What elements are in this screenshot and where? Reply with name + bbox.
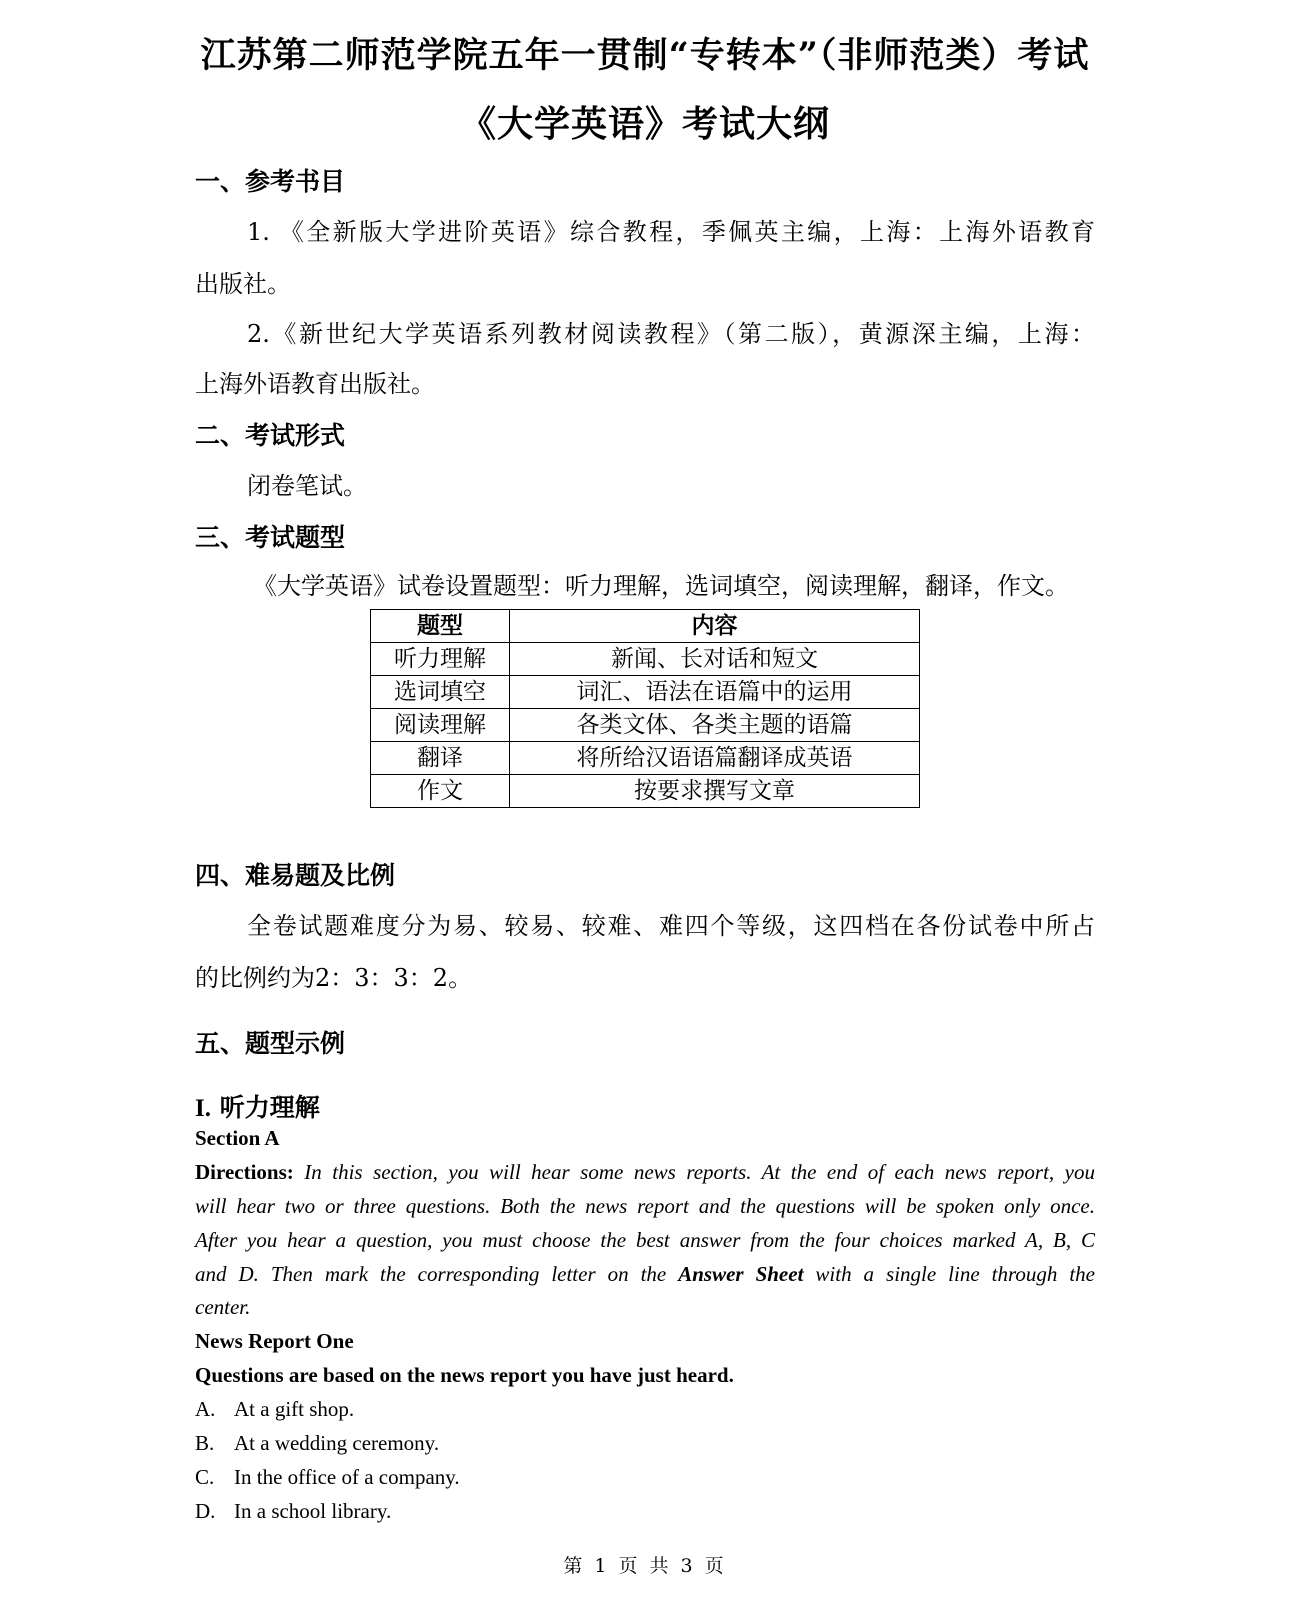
question-types-table: [370, 609, 920, 808]
exam-format-text: 闭卷笔试。: [247, 472, 367, 500]
section-a-label: Section A: [195, 1126, 280, 1150]
difficulty-line2: 的比例约为2：3：3：2。: [195, 964, 473, 992]
question-types-intro: 《大学英语》试卷设置题型：听力理解，选词填空，阅读理解，翻译，作文。: [253, 572, 1069, 600]
option-c: [195, 1465, 460, 1490]
news-report-title: News Report One: [195, 1329, 354, 1353]
table-header-row: [371, 610, 920, 643]
option-text: In a school library.: [234, 1499, 392, 1523]
page-number: 第 1 页 共 3 页: [563, 1555, 727, 1577]
reference2-line1-text: 2.《新世纪大学英语系列教材阅读教程》（第二版），黄源深主编，上海：: [247, 320, 1095, 348]
reference1-line1: [247, 212, 1095, 247]
difficulty-line1: [247, 906, 1095, 941]
directions-label: Directions:: [195, 1160, 294, 1184]
option-a: [195, 1397, 354, 1422]
directions-line1-text: In this section, you will hear some news reports. At the end of each news report, you: [304, 1160, 1095, 1184]
listening-heading-roman: I.: [195, 1095, 211, 1122]
reference1-line1-text: 1. 《全新版大学进阶英语》综合教程，季佩英主编，上海：上海外语教育: [247, 218, 1095, 246]
option-letter: A.: [195, 1397, 216, 1421]
directions-line1: [195, 1160, 1095, 1185]
option-letter: D.: [195, 1499, 216, 1523]
table-cell-content: 词汇、语法在语篇中的运用: [510, 676, 920, 709]
directions-line2: will hear two or three questions. Both the news report and the questions will be spoken only once.: [195, 1194, 1095, 1218]
section4-heading: 四、难易题及比例: [195, 861, 396, 890]
reference1-line2: 出版社。: [195, 270, 291, 298]
table-cell-content: 将所给汉语语篇翻译成英语: [510, 742, 920, 775]
table-cell-type: 阅读理解: [371, 709, 510, 742]
directions-line3: After you hear a question, you must choose the best answer from the four choices marked A, B, C: [195, 1228, 1095, 1252]
option-text: At a wedding ceremony.: [234, 1431, 440, 1455]
table-cell-type: 翻译: [371, 742, 510, 775]
table-header-content: 内容: [510, 610, 920, 643]
directions-line4-end: with a single line through the: [815, 1262, 1095, 1286]
table-cell-type: 选词填空: [371, 676, 510, 709]
directions-line4: [195, 1262, 1095, 1287]
section2-heading: 二、考试形式: [195, 421, 346, 450]
option-b: [195, 1431, 439, 1456]
option-d: [195, 1499, 391, 1524]
table-header-type: 题型: [371, 610, 510, 643]
table-row: [371, 742, 920, 775]
option-letter: C.: [195, 1465, 215, 1489]
option-text: At a gift shop.: [234, 1397, 355, 1421]
table-cell-content: 新闻、长对话和短文: [510, 643, 920, 676]
listening-heading: [195, 1088, 320, 1124]
table-row: [371, 775, 920, 808]
difficulty-line1-text: 全卷试题难度分为易、较易、较难、难四个等级，这四档在各份试卷中所占: [247, 912, 1095, 940]
reference2-line2: 上海外语教育出版社。: [195, 370, 435, 398]
directions-line5: center.: [195, 1295, 251, 1319]
section3-heading: 三、考试题型: [195, 523, 346, 552]
document-title-line1: 江苏第二师范学院五年一贯制“专转本”（非师范类）考试: [200, 35, 1090, 76]
section5-heading: 五、题型示例: [195, 1029, 346, 1058]
option-text: In the office of a company.: [234, 1465, 460, 1489]
table-row: [371, 643, 920, 676]
document-title-line2: 《大学英语》考试大纲: [459, 103, 830, 145]
table-cell-type: 作文: [371, 775, 510, 808]
table-row: [371, 676, 920, 709]
table-cell-content: 按要求撰写文章: [510, 775, 920, 808]
answer-sheet-term: Answer Sheet: [678, 1262, 804, 1286]
section1-heading: 一、参考书目: [195, 167, 346, 196]
listening-heading-text: 听力理解: [219, 1093, 320, 1122]
reference2-line1: [247, 314, 1095, 349]
table-row: [371, 709, 920, 742]
table-cell-type: 听力理解: [371, 643, 510, 676]
table-cell-content: 各类文体、各类主题的语篇: [510, 709, 920, 742]
option-letter: B.: [195, 1431, 215, 1455]
questions-intro: Questions are based on the news report you have just heard.: [195, 1363, 734, 1387]
directions-line4-start: and D. Then mark the corresponding letter on the: [195, 1262, 667, 1286]
